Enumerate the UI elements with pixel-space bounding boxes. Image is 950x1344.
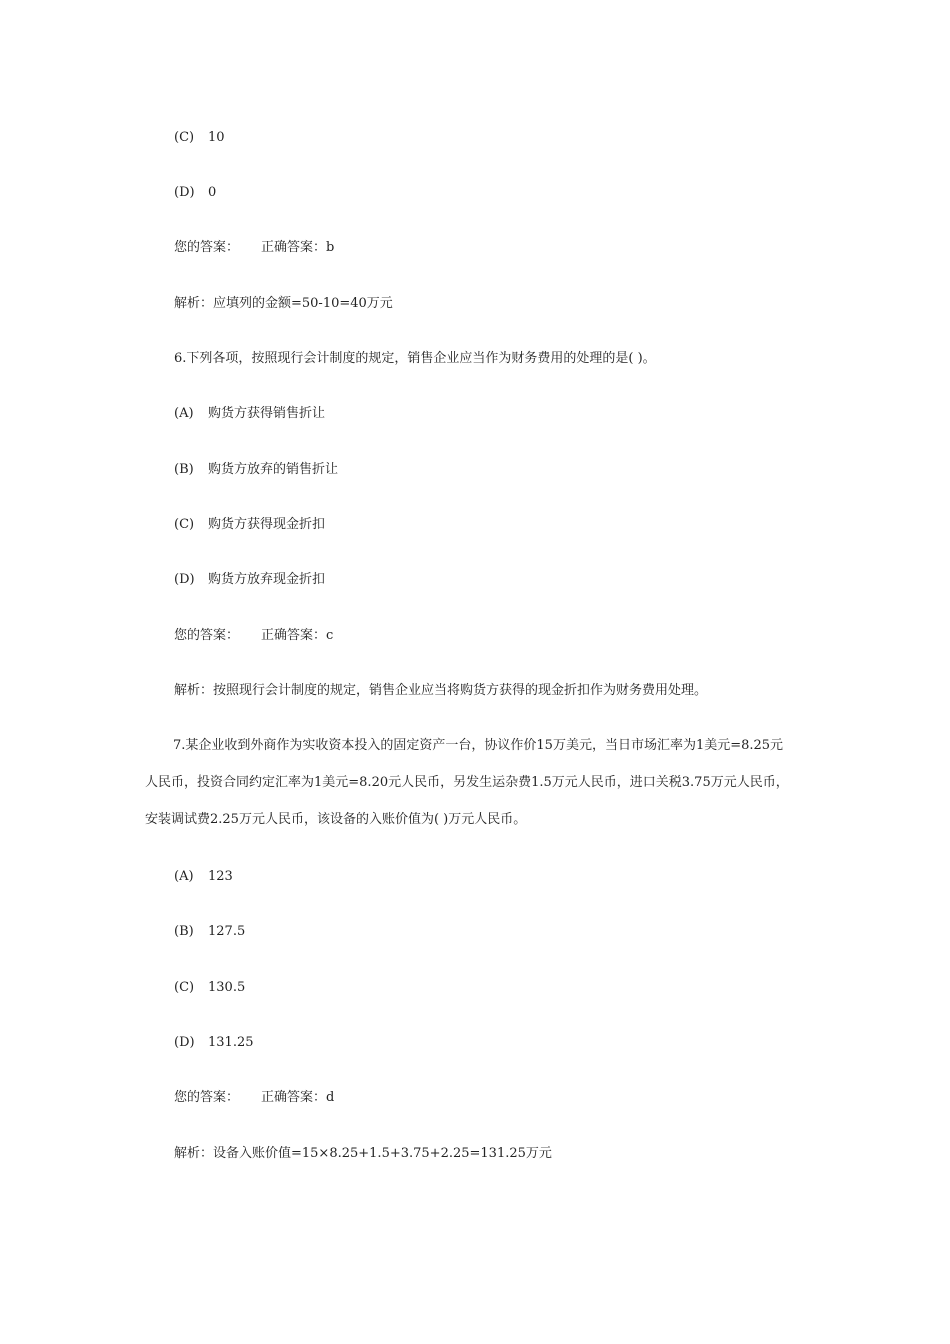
option-c <box>174 130 225 146</box>
option-a <box>174 406 325 422</box>
option-d <box>174 185 216 201</box>
option-text: 131.25 <box>208 1035 254 1050</box>
option-a <box>174 869 233 885</box>
option-letter: (D) <box>174 1035 195 1050</box>
option-d <box>174 1035 254 1051</box>
option-letter: (D) <box>174 572 195 587</box>
correct-answer-value: b <box>326 240 335 255</box>
option-letter: (B) <box>174 462 194 477</box>
answer-line <box>174 1090 334 1106</box>
your-answer-label: 您的答案： <box>174 240 240 255</box>
option-text: 购货方获得现金折扣 <box>208 517 326 532</box>
option-text: 123 <box>208 869 233 884</box>
question-stem: 7.某企业收到外商作为实收资本投入的固定资产一台，协议作价15万美元，当日市场汇率为1美元=8.25元人民币，投资合同约定汇率为1美元=8.20元人民币，另发生运杂费1.5万元人民币，进口关税3.75万元人民币，安装调试费2.25万元人民币，该设备的入账价值为( )万元人民币。 <box>145 738 789 827</box>
option-text: 10 <box>208 130 225 145</box>
correct-answer-value: d <box>326 1090 335 1105</box>
question-stem: 6.下列各项，按照现行会计制度的规定，销售企业应当作为财务费用的处理的是( )。 <box>174 351 656 366</box>
option-d <box>174 572 325 588</box>
option-c <box>174 980 245 996</box>
correct-answer-label: 正确答案： <box>261 628 327 643</box>
option-letter: (A) <box>174 406 194 421</box>
option-text: 购货方放弃的销售折让 <box>208 462 339 477</box>
correct-answer-label: 正确答案： <box>261 240 327 255</box>
option-text: 130.5 <box>208 980 246 995</box>
option-letter: (C) <box>174 980 195 995</box>
analysis-text: 解析：设备入账价值=15×8.25+1.5+3.75+2.25=131.25万元 <box>174 1146 552 1161</box>
answer-line <box>174 240 334 256</box>
option-letter: (C) <box>174 517 195 532</box>
option-text: 购货方获得销售折让 <box>208 406 326 421</box>
correct-answer-label: 正确答案： <box>261 1090 327 1105</box>
option-text: 0 <box>208 185 217 200</box>
option-text: 购货方放弃现金折扣 <box>208 572 326 587</box>
option-text: 127.5 <box>208 924 246 939</box>
analysis-text: 解析：按照现行会计制度的规定，销售企业应当将购货方获得的现金折扣作为财务费用处理。 <box>174 683 708 698</box>
option-c <box>174 517 325 533</box>
answer-line <box>174 628 333 644</box>
option-letter: (D) <box>174 185 195 200</box>
option-b <box>174 462 338 478</box>
option-letter: (C) <box>174 130 195 145</box>
correct-answer-value: c <box>326 628 334 643</box>
your-answer-label: 您的答案： <box>174 1090 240 1105</box>
analysis-text: 解析：应填列的金额=50-10=40万元 <box>174 296 393 311</box>
option-b <box>174 924 245 940</box>
option-letter: (B) <box>174 924 194 939</box>
option-letter: (A) <box>174 869 194 884</box>
your-answer-label: 您的答案： <box>174 628 240 643</box>
